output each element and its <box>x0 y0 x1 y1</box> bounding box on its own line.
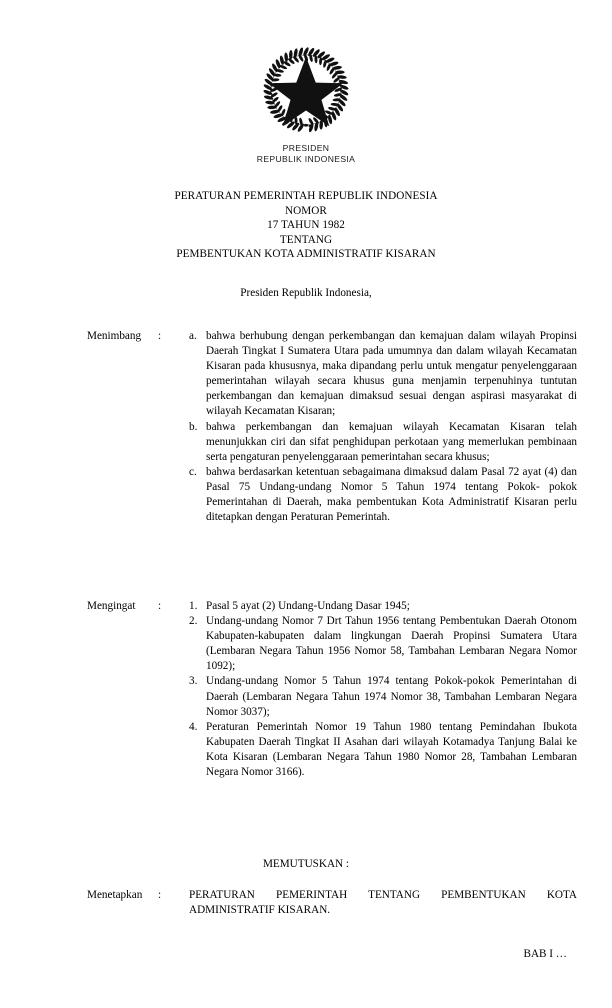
clause-row <box>80 599 577 780</box>
emblem-caption-line-2: REPUBLIK INDONESIA <box>256 154 356 164</box>
emblem-caption-line-1: PRESIDEN <box>282 143 330 153</box>
section-colon: : <box>158 889 162 901</box>
title-line-2: NOMOR <box>285 204 327 217</box>
clause-row <box>80 888 577 918</box>
section-label-mengingat: Mengingat <box>87 600 136 612</box>
list-item <box>189 420 577 465</box>
list-item <box>189 465 577 525</box>
list-item-text: Undang-undang Nomor 7 Drt Tahun 1956 tentang Pembentukan Daerah Otonom Kabupaten-kabupaten dalam lingkungan Daerah Propinsi Sumatera Utara (Lembaran Negara Tahun 1956 Nomor 58, Tambahan Lembaran Negara Nomor 1092); <box>206 615 577 673</box>
title-line-4: TENTANG <box>279 233 333 246</box>
list-item-marker: 2. <box>189 615 198 628</box>
list-item-text: PERATURAN PEMERINTAH TENTANG PEMBENTUKAN KOTA ADMINISTRATIF KISARAN. <box>189 889 577 917</box>
list-item-marker: 1. <box>189 600 198 612</box>
footer-continuation-note: BAB I … <box>523 948 567 960</box>
decision-heading: MEMUTUSKAN : <box>262 858 350 870</box>
title-line-3: 17 TAHUN 1982 <box>267 219 345 232</box>
garuda-star-wreath-emblem-icon <box>260 42 352 134</box>
list-item-text: Peraturan Pemerintah Nomor 19 Tahun 1980 tentang Pemindahan Ibukota Kabupaten Daerah Tingkat II Asahan dari wilayah Kotamadya Tanjung Balai ke Kota Kisaran (Lembaran Negara Tahun 1980 Nomor 28, Tambahan Lembaran Negara Nomor 3166). <box>206 720 577 779</box>
list-item <box>189 720 577 780</box>
opening-line: Presiden Republik Indonesia, <box>240 287 372 299</box>
section-menetapkan <box>80 888 577 918</box>
section-label-menetapkan: Menetapkan <box>87 889 143 901</box>
list-item <box>189 888 577 918</box>
title-line-5: PEMBENTUKAN KOTA ADMINISTRATIF KISARAN <box>176 248 436 261</box>
clause-row <box>80 329 577 525</box>
section-items-menetapkan <box>189 888 577 918</box>
list-item-marker: c. <box>189 465 197 478</box>
list-item <box>189 329 577 420</box>
page-title <box>0 189 612 262</box>
list-item-text: bahwa berhubung dengan perkembangan dan kemajuan dalam wilayah Propinsi Daerah Tingkat I Sumatera Utara pada umumnya dan dalam wilayah Kecamatan Kisaran pada khususnya, maka dipandang perlu untuk mengatur penyelenggaraan pemerintahan wilayah secara khusus guna menjamin terpenuhinya tuntutan perkembangan dan kemajuan dimaksud sesuai dengan aspirasi masyarakat di wilayah Kecamatan Kisaran; <box>206 330 577 418</box>
section-items-mengingat <box>189 599 577 780</box>
list-item-text: bahwa berdasarkan ketentuan sebagaimana dimaksud dalam Pasal 72 ayat (4) dan Pasal 75 Undang-undang Nomor 5 Tahun 1974 tentang Pokok- pokok Pemerintahan di Daerah, maka pembentukan Kota Administratif Kisaran perlu ditetapkan dengan Peraturan Pemerintah. <box>206 465 577 524</box>
section-label-menimbang: Menimbang <box>87 330 142 342</box>
section-items-menimbang <box>189 329 577 525</box>
section-colon: : <box>158 600 162 612</box>
list-item <box>189 614 577 674</box>
title-line-1: PERATURAN PEMERINTAH REPUBLIK INDONESIA <box>174 190 438 202</box>
list-item-marker: b. <box>189 420 198 433</box>
list-item-text: Pasal 5 ayat (2) Undang-Undang Dasar 1945; <box>206 600 410 612</box>
section-mengingat <box>80 599 577 780</box>
section-colon: : <box>158 330 162 342</box>
list-item <box>189 599 577 614</box>
list-item-marker: 4. <box>189 720 198 733</box>
list-item-marker: a. <box>189 330 197 342</box>
list-item-marker: 3. <box>189 675 198 688</box>
emblem-caption <box>0 143 612 165</box>
section-menimbang <box>80 329 577 525</box>
emblem-block <box>0 42 612 165</box>
list-item-text: Undang-undang Nomor 5 Tahun 1974 tentang Pokok-pokok Pemerintahan di Daerah (Lembaran Negara Tahun 1974 Nomor 38, Tambahan Lembaran Negara Nomor 3037); <box>206 675 577 718</box>
list-item <box>189 674 577 719</box>
list-item-text: bahwa perkembangan dan kemajuan wilayah Kecamatan Kisaran telah menunjukkan ciri dan sifat penghidupan perkotaan yang memerlukan pembinaan serta pengaturan penyelenggaraan pemerintahan secara khusus; <box>206 420 577 463</box>
